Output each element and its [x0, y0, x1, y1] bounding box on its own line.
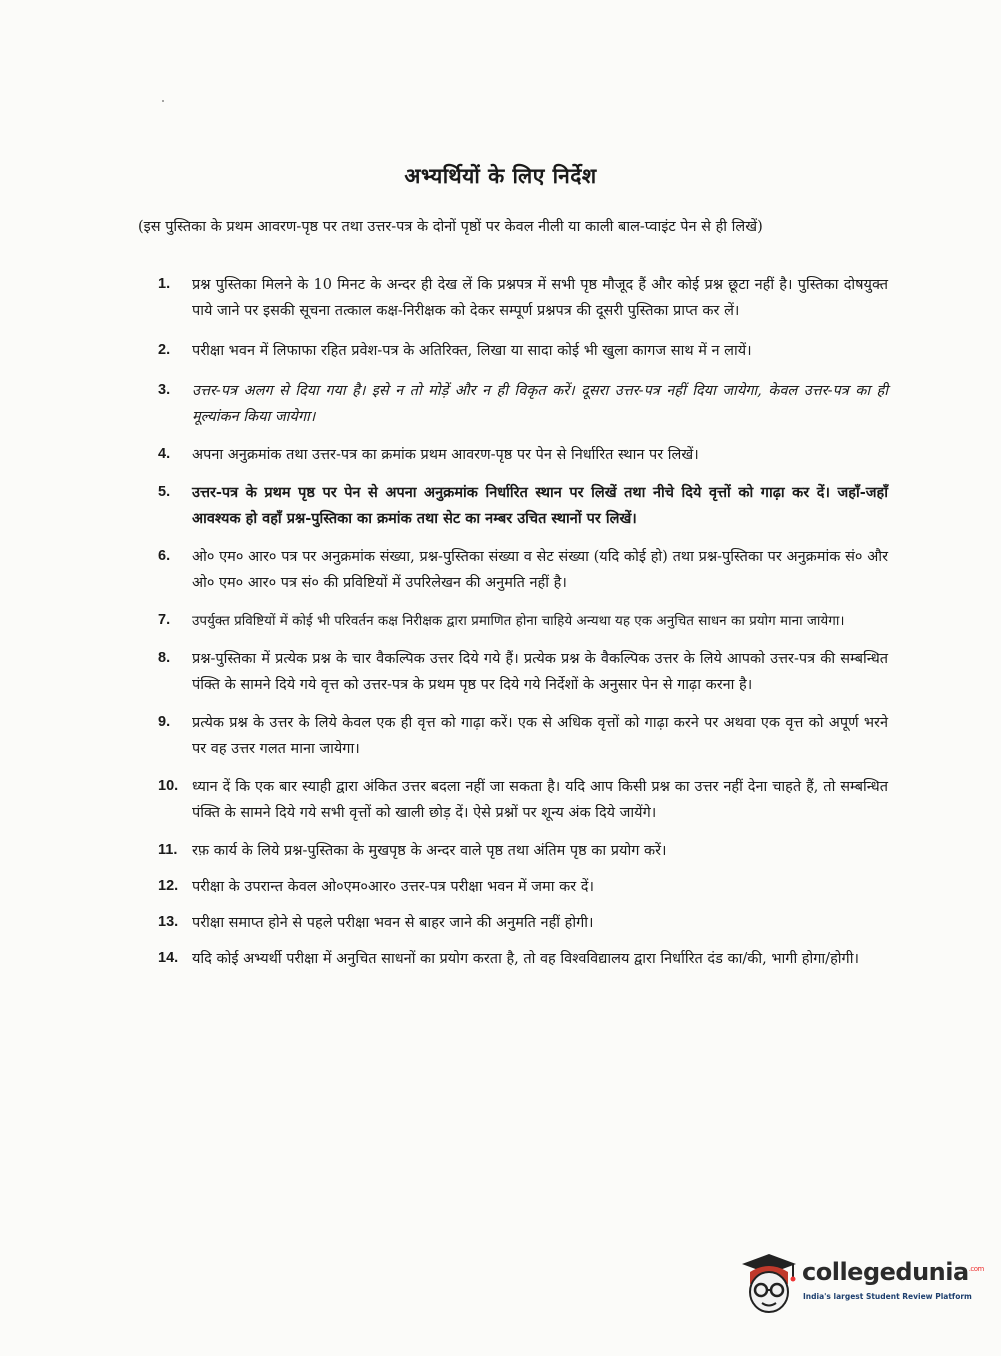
logo-suffix: .com — [968, 1265, 984, 1273]
list-item — [158, 646, 888, 698]
page-subtitle: (इस पुस्तिका के प्रथम आवरण-पृष्ठ पर तथा उत्तर-पत्र के दोनों पृष्ठों पर केवल नीली या काली बाल-प्वाइंट पेन से ही लिखें) — [138, 219, 763, 235]
item-number: 5. — [158, 484, 171, 500]
collegedunia-logo — [740, 1250, 984, 1320]
list-item — [158, 544, 888, 596]
item-text: ध्यान दें कि एक बार स्याही द्वारा अंकित उत्तर बदला नहीं जा सकता है। यदि आप किसी प्रश्न का उत्तर नहीं देना चाहते हैं, तो सम्बन्धित पंक्ति के सामने दिये गये सभी वृत्तों को खाली छोड़ दें। ऐसे प्रश्नों पर शून्य अंक दिये जायेंगे। — [192, 779, 888, 821]
list-item — [158, 442, 888, 468]
list-item — [158, 874, 888, 900]
item-number: 2. — [158, 342, 171, 358]
item-number: 7. — [158, 612, 171, 628]
list-item — [158, 378, 888, 430]
item-text: रफ़ कार्य के लिये प्रश्न-पुस्तिका के मुखपृष्ठ के अन्दर वाले पृष्ठ तथा अंतिम पृष्ठ का प्रयोग करें। — [192, 843, 667, 859]
item-text: परीक्षा के उपरान्त केवल ओ०एम०आर० उत्तर-पत्र परीक्षा भवन में जमा कर दें। — [192, 879, 594, 895]
item-number: 12. — [158, 878, 179, 894]
item-text: उपर्युक्त प्रविष्टियों में कोई भी परिवर्तन कक्ष निरीक्षक द्वारा प्रमाणित होना चाहिये अन्यथा यह एक अनुचित साधन का प्रयोग माना जायेगा। — [192, 613, 845, 629]
item-text: परीक्षा भवन में लिफाफा रहित प्रवेश-पत्र के अतिरिक्त, लिखा या सादा कोई भी खुला कागज साथ में न लायें। — [192, 343, 752, 359]
list-item — [158, 838, 888, 864]
item-number: 10. — [158, 778, 179, 794]
item-text: अपना अनुक्रमांक तथा उत्तर-पत्र का क्रमांक प्रथम आवरण-पृष्ठ पर पेन से निर्धारित स्थान पर लिखें। — [192, 447, 699, 463]
item-number: 8. — [158, 650, 171, 666]
item-number: 6. — [158, 548, 171, 564]
item-text: प्रश्न-पुस्तिका में प्रत्येक प्रश्न के चार वैकल्पिक उत्तर दिये गये हैं। प्रत्येक प्रश्न के वैकल्पिक उत्तर के लिये आपको उत्तर-पत्र की सम्बन्धित पंक्ति के सामने दिये गये वृत्त को उत्तर-पत्र के प्रथम पृष्ठ पर दिये गये निर्देशों के अनुसार पेन से गाढ़ा करना है। — [192, 651, 888, 693]
item-text: यदि कोई अभ्यर्थी परीक्षा में अनुचित साधनों का प्रयोग करता है, तो वह विश्वविद्यालय द्वारा निर्धारित दंड का/की, भागी होगा/होगी। — [192, 951, 859, 967]
logo-wordmark — [802, 1258, 984, 1286]
item-text: उत्तर-पत्र अलग से दिया गया है। इसे न तो मोड़ें और न ही विकृत करें। दूसरा उत्तर-पत्र नहीं दिया जायेगा, केवल उत्तर-पत्र का ही मूल्यांकन किया जायेगा। — [192, 383, 888, 425]
list-item — [158, 910, 888, 936]
list-item — [158, 608, 888, 634]
instruction-list — [158, 272, 888, 972]
item-number: 3. — [158, 382, 171, 398]
mascot-icon — [740, 1250, 798, 1316]
logo-name: collegedunia — [802, 1258, 969, 1286]
page-title: अभ्यर्थियों के लिए निर्देश — [404, 163, 597, 188]
item-number: 1. — [158, 276, 171, 292]
list-item — [158, 338, 888, 364]
list-item — [158, 710, 888, 762]
scan-speck — [162, 100, 164, 102]
logo-tagline: India's largest Student Review Platform — [803, 1292, 972, 1301]
item-number: 13. — [158, 914, 179, 930]
item-number: 11. — [158, 842, 178, 858]
item-number: 14. — [158, 950, 179, 966]
list-item — [158, 272, 888, 324]
item-text: प्रत्येक प्रश्न के उत्तर के लिये केवल एक ही वृत्त को गाढ़ा करें। एक से अधिक वृत्तों को गाढ़ा करने पर अथवा एक वृत्त को अपूर्ण भरने पर वह उत्तर गलत माना जायेगा। — [192, 715, 888, 757]
item-text: उत्तर-पत्र के प्रथम पृष्ठ पर पेन से अपना अनुक्रमांक निर्धारित स्थान पर लिखें तथा नीचे दिये वृत्तों को गाढ़ा कर दें। जहाँ-जहाँ आवश्यक हो वहाँ प्रश्न-पुस्तिका का क्रमांक तथा सेट का नम्बर उचित स्थानों पर लिखें। — [192, 484, 888, 527]
item-number: 4. — [158, 446, 171, 462]
list-item — [158, 774, 888, 826]
item-number: 9. — [158, 714, 171, 730]
list-item — [158, 480, 888, 532]
item-text: ओ० एम० आर० पत्र पर अनुक्रमांक संख्या, प्रश्न-पुस्तिका संख्या व सेट संख्या (यदि कोई हो) तथा प्रश्न-पुस्तिका पर अनुक्रमांक सं० और ओ० एम० आर० पत्र सं० की प्रविष्टियों में उपरिलेखन की अनुमति नहीं है। — [192, 549, 888, 591]
list-item — [158, 946, 888, 972]
item-text: प्रश्न पुस्तिका मिलने के 10 मिनट के अन्दर ही देख लें कि प्रश्नपत्र में सभी पृष्ठ मौजूद हैं और कोई प्रश्न छूटा नहीं है। पुस्तिका दोषयुक्त पाये जाने पर इसकी सूचना तत्काल कक्ष-निरीक्षक को देकर सम्पूर्ण प्रश्नपत्र की दूसरी पुस्तिका प्राप्त कर लें। — [192, 277, 888, 319]
item-text: परीक्षा समाप्त होने से पहले परीक्षा भवन से बाहर जाने की अनुमति नहीं होगी। — [192, 915, 594, 931]
